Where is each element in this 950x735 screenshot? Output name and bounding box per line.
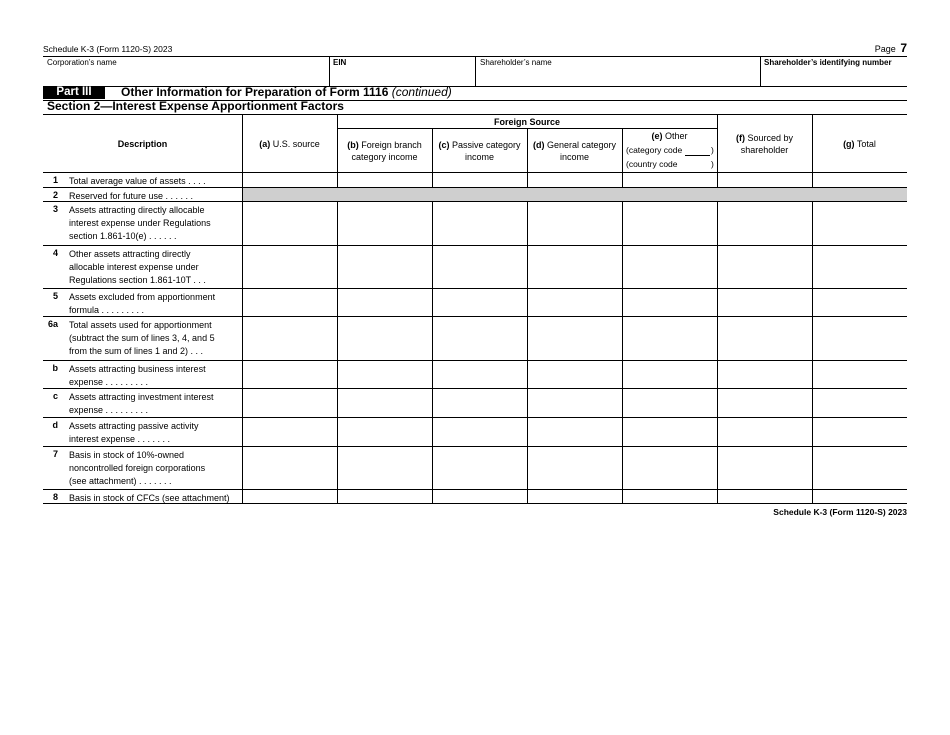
cell-b-b[interactable]	[338, 361, 431, 387]
row-description-line: Assets attracting business interest	[69, 364, 206, 374]
cell-5-f[interactable]	[718, 289, 811, 315]
col-a-letter: (a)	[259, 138, 271, 149]
row-description-line: interest expense under Regulations	[69, 218, 211, 228]
cell-6a-f[interactable]	[718, 317, 811, 359]
col-d-header	[527, 129, 622, 172]
col-e-header	[622, 131, 717, 141]
cell-c-b[interactable]	[338, 389, 431, 416]
row-description-line: expense . . . . . . . . .	[69, 377, 149, 387]
cell-c-e[interactable]	[623, 389, 716, 416]
row-description	[69, 449, 241, 488]
col-c-letter: (c)	[438, 139, 450, 150]
country-code-input[interactable]	[685, 159, 710, 169]
cell-d-c[interactable]	[433, 418, 526, 445]
shareholder-name-field[interactable]	[476, 68, 759, 85]
reserved-row-shade	[243, 188, 907, 201]
row-description-line: Regulations section 1.861-10T . . .	[69, 275, 206, 285]
row-description-line: Assets attracting passive activity	[69, 421, 199, 431]
cell-b-d[interactable]	[528, 361, 621, 387]
col-e-ctry-label: (country code	[626, 159, 678, 169]
col-a-header	[242, 115, 337, 172]
col-c-text2: income	[464, 151, 494, 162]
row-number: 1	[52, 175, 58, 185]
cell-c-f[interactable]	[718, 389, 811, 416]
category-code-input[interactable]	[685, 145, 710, 156]
shareholder-id-label: Shareholder’s identifying number	[764, 58, 892, 67]
row-description	[69, 420, 241, 446]
cell-3-e[interactable]	[623, 202, 716, 244]
cell-5-b[interactable]	[338, 289, 431, 315]
row-description-line: Assets attracting directly allocable	[69, 205, 205, 215]
row-description-line: from the sum of lines 1 and 2) . . .	[69, 346, 204, 356]
row-number: 7	[52, 449, 58, 459]
form-name-header: Schedule K-3 (Form 1120-S) 2023	[43, 44, 173, 54]
col-e-text: Other	[665, 131, 688, 141]
cell-3-d[interactable]	[528, 202, 621, 244]
part-title-text: Other Information for Preparation of Form 1116	[121, 85, 389, 99]
row-number: 6a	[47, 319, 58, 329]
row-number: 2	[52, 190, 58, 200]
cell-4-b[interactable]	[338, 246, 431, 287]
col-c-text1: Passive category	[451, 139, 521, 150]
cell-1-c[interactable]	[433, 173, 526, 186]
cell-3-c[interactable]	[433, 202, 526, 244]
cell-6a-c[interactable]	[433, 317, 526, 359]
cell-8-c[interactable]	[433, 490, 526, 502]
section-title: Section 2—Interest Expense Apportionment Factors	[47, 99, 344, 113]
col-e-ctry-close: )	[711, 159, 714, 169]
cell-d-e[interactable]	[623, 418, 716, 445]
shareholder-id-field[interactable]	[761, 68, 907, 85]
cell-4-c[interactable]	[433, 246, 526, 287]
row-description-line: Total assets used for apportionment	[69, 320, 212, 330]
row-description	[69, 492, 241, 505]
col-d-text2: income	[559, 151, 589, 162]
row-description	[69, 204, 241, 243]
cell-7-a[interactable]	[243, 447, 336, 488]
cell-d-a[interactable]	[243, 418, 336, 445]
cell-b-f[interactable]	[718, 361, 811, 387]
row-description	[69, 391, 241, 417]
row-description-line: (subtract the sum of lines 3, 4, and 5	[69, 333, 215, 343]
col-g-header	[812, 115, 907, 172]
cell-3-g[interactable]	[813, 202, 906, 244]
cell-1-f[interactable]	[718, 173, 811, 186]
cell-6a-d[interactable]	[528, 317, 621, 359]
description-text: Description	[117, 138, 168, 149]
page-label	[875, 41, 907, 55]
cell-7-b[interactable]	[338, 447, 431, 488]
cell-b-e[interactable]	[623, 361, 716, 387]
row-description-line: section 1.861-10(e) . . . . . .	[69, 231, 177, 241]
cell-8-d[interactable]	[528, 490, 621, 502]
col-b-letter: (b)	[347, 139, 359, 150]
row-number: d	[52, 420, 58, 430]
cell-5-e[interactable]	[623, 289, 716, 315]
row-description-line: expense . . . . . . . . .	[69, 405, 149, 415]
row-description-line: Other assets attracting directly	[69, 249, 191, 259]
row-description	[69, 319, 241, 358]
foreign-source-header	[337, 115, 717, 128]
foreign-source-text: Foreign Source	[493, 116, 560, 127]
cell-5-d[interactable]	[528, 289, 621, 315]
row-description-line: interest expense . . . . . . .	[69, 434, 171, 444]
description-header	[43, 115, 242, 172]
cell-1-d[interactable]	[528, 173, 621, 186]
ein-field[interactable]	[330, 68, 474, 85]
cell-3-f[interactable]	[718, 202, 811, 244]
col-d-letter: (d)	[532, 139, 545, 150]
col-g-letter: (g)	[843, 138, 855, 149]
shareholder-name-label: Shareholder’s name	[480, 58, 552, 67]
cell-1-a[interactable]	[243, 173, 336, 186]
ein-label: EIN	[333, 58, 347, 67]
col-d-text1: General category	[546, 139, 617, 150]
cell-b-g[interactable]	[813, 361, 906, 387]
row-description-line: Basis in stock of CFCs (see attachment)	[69, 493, 230, 503]
cell-4-f[interactable]	[718, 246, 811, 287]
col-e-cat-close: )	[711, 145, 714, 155]
cell-1-e[interactable]	[623, 173, 716, 186]
cell-6a-g[interactable]	[813, 317, 906, 359]
cell-b-a[interactable]	[243, 361, 336, 387]
form-name-footer: Schedule K-3 (Form 1120-S) 2023	[773, 507, 907, 517]
cell-4-d[interactable]	[528, 246, 621, 287]
col-e-letter: (e)	[651, 131, 663, 141]
cell-7-f[interactable]	[718, 447, 811, 488]
cell-4-e[interactable]	[623, 246, 716, 287]
col-a-text: U.S. source	[272, 138, 320, 149]
row-description-line: Assets attracting investment interest	[69, 392, 214, 402]
row-description-line: Basis in stock of 10%-owned	[69, 450, 185, 460]
cell-6a-e[interactable]	[623, 317, 716, 359]
cell-4-g[interactable]	[813, 246, 906, 287]
row-description	[69, 190, 241, 203]
cell-d-g[interactable]	[813, 418, 906, 445]
cell-b-c[interactable]	[433, 361, 526, 387]
row-description-line: (see attachment) . . . . . . .	[69, 476, 172, 486]
col-e-cat-label: (category code	[626, 145, 683, 155]
cell-3-a[interactable]	[243, 202, 336, 244]
row-description	[69, 363, 241, 389]
row-description-line: allocable interest expense under	[69, 262, 199, 272]
col-f-header	[717, 115, 812, 172]
row-description-line: Total average value of assets . . . .	[69, 176, 206, 186]
col-f-letter: (f)	[735, 132, 745, 143]
cell-7-c[interactable]	[433, 447, 526, 488]
col-c-header	[432, 129, 527, 172]
part-title	[121, 85, 452, 99]
cell-5-g[interactable]	[813, 289, 906, 315]
cell-4-a[interactable]	[243, 246, 336, 287]
row-number: 3	[52, 204, 58, 214]
corp-name-label: Corporation’s name	[47, 58, 117, 67]
row-description	[69, 291, 241, 317]
cell-5-c[interactable]	[433, 289, 526, 315]
page-label-text: Page	[874, 44, 896, 54]
part-badge: Part III	[43, 86, 105, 99]
row-number: b	[52, 363, 58, 373]
row-description	[69, 175, 241, 188]
row-description-line: Reserved for future use . . . . . .	[69, 191, 194, 201]
cell-8-b[interactable]	[338, 490, 431, 502]
row-number: 5	[52, 291, 58, 301]
cell-5-a[interactable]	[243, 289, 336, 315]
row-description-line: Assets excluded from apportionment	[69, 292, 216, 302]
cell-d-d[interactable]	[528, 418, 621, 445]
part-title-suffix: (continued)	[391, 85, 452, 99]
cell-c-c[interactable]	[433, 389, 526, 416]
cell-d-b[interactable]	[338, 418, 431, 445]
cell-c-a[interactable]	[243, 389, 336, 416]
cell-6a-a[interactable]	[243, 317, 336, 359]
corp-name-field[interactable]	[43, 68, 328, 85]
cell-8-g[interactable]	[813, 490, 906, 502]
row-number: c	[52, 391, 58, 401]
col-g-text: Total	[856, 138, 876, 149]
row-description	[69, 248, 241, 287]
cell-8-e[interactable]	[623, 490, 716, 502]
cell-7-d[interactable]	[528, 447, 621, 488]
row-description-line: formula . . . . . . . . .	[69, 305, 145, 315]
cell-1-g[interactable]	[813, 173, 906, 186]
cell-6a-b[interactable]	[338, 317, 431, 359]
cell-c-g[interactable]	[813, 389, 906, 416]
row-number: 8	[52, 492, 58, 502]
cell-c-d[interactable]	[528, 389, 621, 416]
col-f-text2: shareholder	[740, 144, 789, 155]
cell-d-f[interactable]	[718, 418, 811, 445]
col-b-text2: category income	[351, 151, 418, 162]
cell-8-f[interactable]	[718, 490, 811, 502]
cell-7-e[interactable]	[623, 447, 716, 488]
cell-3-b[interactable]	[338, 202, 431, 244]
cell-7-g[interactable]	[813, 447, 906, 488]
row-description-line: noncontrolled foreign corporations	[69, 463, 206, 473]
col-e-category-code	[626, 145, 682, 155]
row-number: 4	[52, 248, 58, 258]
col-e-country-code	[626, 159, 678, 169]
cell-1-b[interactable]	[338, 173, 431, 186]
col-b-header	[337, 129, 432, 172]
col-b-text1: Foreign branch	[361, 139, 422, 150]
col-f-text1: Sourced by	[747, 132, 794, 143]
page-number: 7	[900, 41, 907, 55]
cell-8-a[interactable]	[243, 490, 336, 502]
